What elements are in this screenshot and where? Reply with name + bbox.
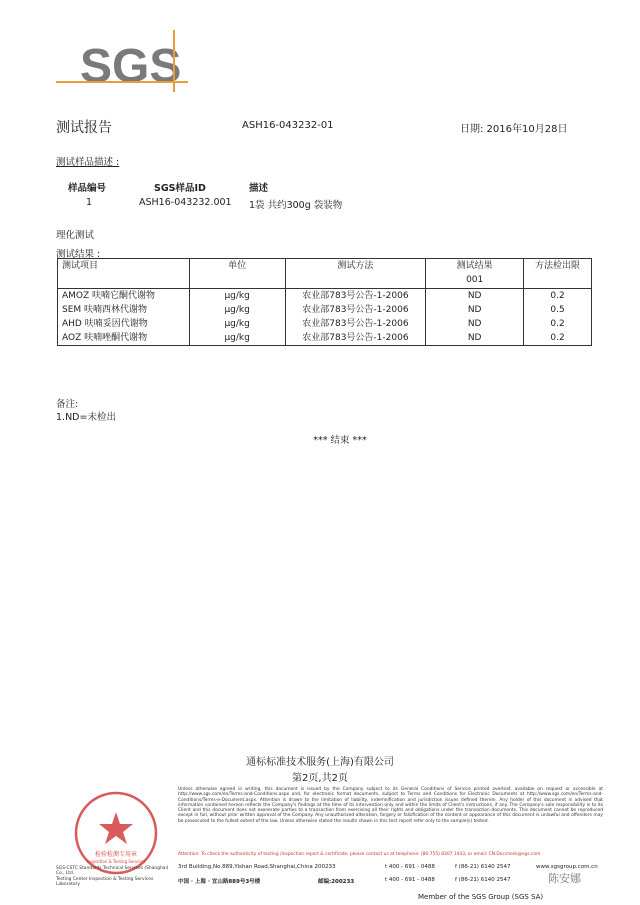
report-title: 测试报告 <box>56 120 112 136</box>
cell-method: 农业部783号公告-1-2006 <box>285 289 426 304</box>
cell-result: ND <box>426 303 524 317</box>
header-unit: 单位 <box>189 259 285 289</box>
stamp-lab-en: Testing Center Inspection & Testing Services Laboratory <box>56 877 154 888</box>
address-en: 3rd Building,No.889,Yishan Road,Shanghai,China 200233 <box>178 864 336 870</box>
table-row <box>58 289 592 304</box>
cell-limit: 0.5 <box>524 303 592 317</box>
sample-col-desc: 描述 <box>249 183 269 194</box>
cell-limit: 0.2 <box>524 331 592 346</box>
sample-col-no: 样品编号 <box>68 183 107 194</box>
report-number: ASH16-043232-01 <box>242 120 334 131</box>
svg-text:Inspection & Testing Services: Inspection & Testing Services <box>86 859 146 864</box>
footer-company: 通标标准技术服务(上海)有限公司 <box>246 757 394 768</box>
results-table <box>57 258 592 346</box>
cell-unit: μg/kg <box>189 289 285 304</box>
section-name: 理化测试 <box>56 230 95 241</box>
sgs-logo-text: SGS <box>80 40 182 92</box>
website: www.sgsgroup.com.cn <box>536 864 598 870</box>
fax-en: f (86-21) 6140 2547 <box>455 864 511 870</box>
cell-limit: 0.2 <box>524 317 592 331</box>
cell-result: ND <box>426 317 524 331</box>
table-row <box>58 331 592 346</box>
cell-method: 农业部783号公告-1-2006 <box>285 331 426 346</box>
notes-line-1: 1.ND=未检出 <box>56 412 116 423</box>
cell-item: AMOZ 呋喃它酮代谢物 <box>58 289 190 304</box>
header-result-label: 测试结果 <box>456 261 493 271</box>
cell-result: ND <box>426 331 524 346</box>
cell-item: AHD 呋喃妥因代谢物 <box>58 317 190 331</box>
sample-id: ASH16-043232.001 <box>139 197 232 208</box>
table-row <box>58 317 592 331</box>
cell-unit: μg/kg <box>189 317 285 331</box>
sample-no: 1 <box>86 197 93 208</box>
results-table-header <box>58 259 592 289</box>
terms-text: Unless otherwise agreed in writing, this document is issued by the Company subject to its General Conditions of Service printed overleaf, available on request or accessible at http://www.sgs.com/en/Terms-and-Conditions.aspx and, for electronic format documents, subject to Terms and Conditions for Electronic Documents at http://www.sgs.com/en/Terms-and-Conditions/Terms-e-Document.aspx. Attention is drawn to the limitation of liability, indemnification and jurisdiction issues defined therein. Any holder of this document is advised that information contained hereon reflects the Company's findings at the time of its intervention only and within the limits of Client's instructions, if any. The Company's sole responsibility is to its Client and this document does not exonerate parties to a transaction from exercising all their rights and obligations under the transaction documents. This document cannot be reproduced except in full, without prior written approval of the Company. Any unauthorized alteration, forgery or falsification of the content or appearance of this document is unlawful and offenders may be prosecuted to the fullest extent of the law. Unless otherwise stated the results shown in this test report refer only to the sample(s) tested . <box>178 787 603 824</box>
header-test-item: 测试项目 <box>58 259 190 289</box>
header-result-sample: 001 <box>466 275 484 285</box>
address-cn: 中国 · 上海 · 宜山路889号3号楼 <box>178 879 261 885</box>
svg-text:检验检测专用章: 检验检测专用章 <box>94 851 138 858</box>
fax-cn: f (86-21) 6140 2547 <box>455 877 511 883</box>
sample-desc: 1袋 共约300g 袋装物 <box>249 200 343 211</box>
sgs-logo <box>56 30 188 92</box>
cell-unit: μg/kg <box>189 303 285 317</box>
cell-unit: μg/kg <box>189 331 285 346</box>
table-row <box>58 303 592 317</box>
cell-method: 农业部783号公告-1-2006 <box>285 303 426 317</box>
phone-en: t 400 - 691 - 0488 <box>385 864 435 870</box>
header-method: 测试方法 <box>285 259 426 289</box>
member-line: Member of the SGS Group (SGS SA) <box>418 893 544 901</box>
official-seal <box>62 786 170 876</box>
stamp-company-en: SGS-CSTC Standards Technical Services (Shanghai) Co., Ltd. <box>56 866 169 877</box>
footer-page: 第2页,共2页 <box>292 773 348 784</box>
notes-label: 备注: <box>56 399 79 410</box>
cell-method: 农业部783号公告-1-2006 <box>285 317 426 331</box>
header-result <box>426 259 524 289</box>
phone-cn: t 400 - 691 - 0488 <box>385 877 435 883</box>
results-label: 测试结果 : <box>56 249 101 260</box>
cell-result: ND <box>426 289 524 304</box>
cell-item: SEM 呋喃西林代谢物 <box>58 303 190 317</box>
authenticity-notice: Attention: To check the authenticity of testing /inspection report & certificate, please contact us at telephone: (86-755) 8307 1443, or email: CN.Doccheck@sgs.com <box>178 852 541 857</box>
sample-col-id: SGS样品ID <box>154 183 206 194</box>
cell-limit: 0.2 <box>524 289 592 304</box>
sample-description-heading: 测试样品描述 : <box>56 157 120 168</box>
postcode-cn: 邮编:200233 <box>318 879 355 885</box>
watermark-text: 陈安娜 <box>548 872 581 885</box>
end-marker: *** 结束 *** <box>313 435 367 446</box>
cell-item: AOZ 呋喃唑酮代谢物 <box>58 331 190 346</box>
header-limit: 方法检出限 <box>524 259 592 289</box>
report-date: 日期: 2016年10月28日 <box>460 124 568 135</box>
